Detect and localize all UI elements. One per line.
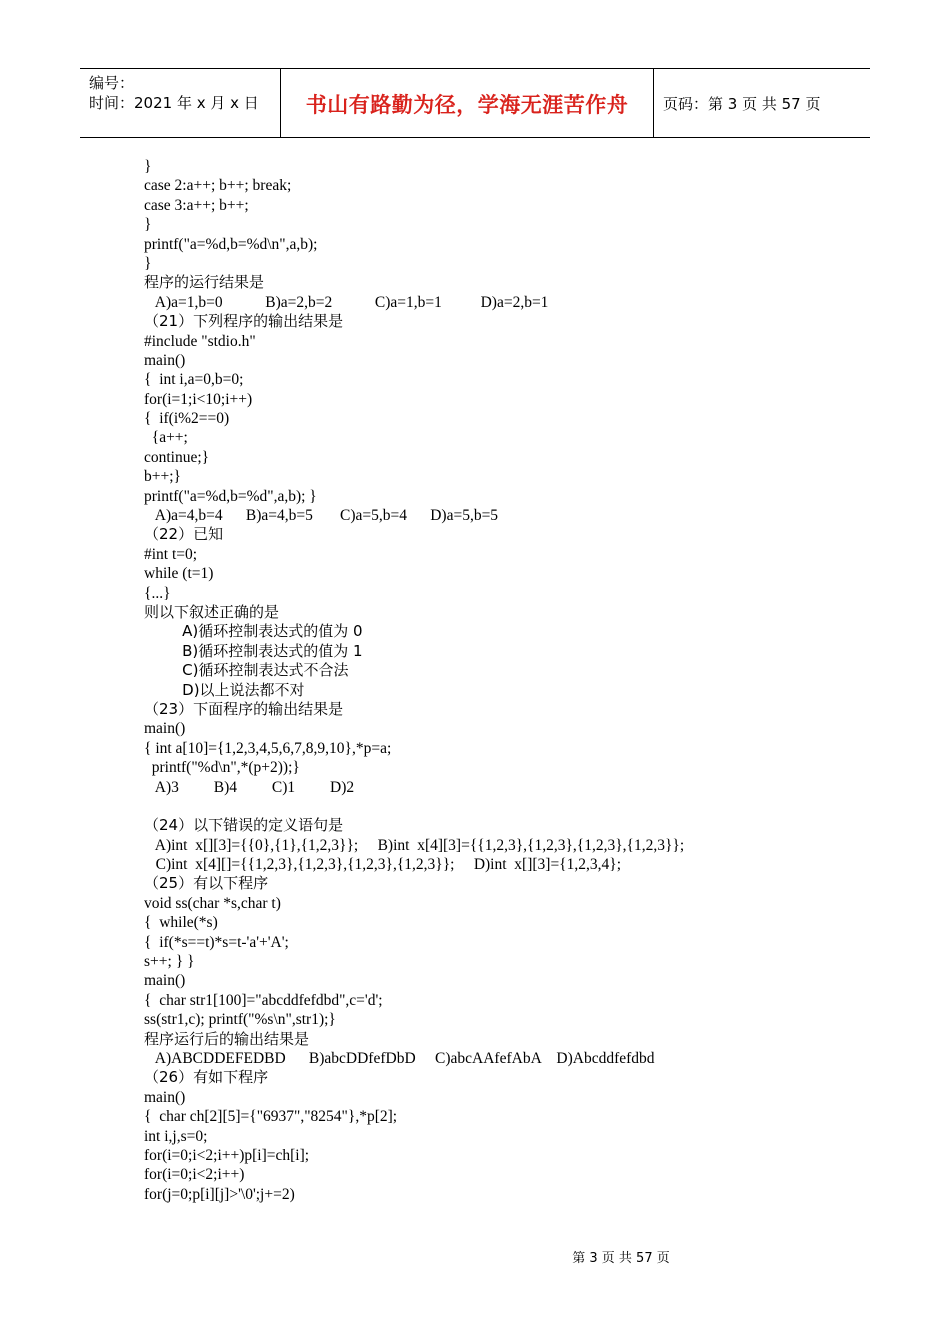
text-line: } [144,216,152,234]
serial-label: 编号： [89,74,135,92]
text-line: B)循环控制表达式的值为 1 [144,641,363,660]
text-line: #include "stdio.h" [144,332,256,350]
time-label: 时间：2021 年 x 月 x 日 [89,94,259,112]
text-line: A)ABCDDEFEDBD B)abcDDfefDbD C)abcAAfefAbA D)Abcddfefdbd [144,1049,655,1067]
text-line: for(i=0;i<2;i++)p[i]=ch[i]; [144,1146,310,1164]
text-line: C)int x[4][]={{1,2,3},{1,2,3},{1,2,3},{1,2,3}}; D)int x[][3]={1,2,3,4}; [144,856,621,874]
text-line: main() [144,1088,186,1106]
header-motto: 书山有路勤为径，学海无涯苦作舟 [305,93,629,117]
text-line: void ss(char *s,char t) [144,894,281,912]
text-line: for(i=0;i<2;i++) [144,1166,245,1184]
text-line: （25）有以下程序 [144,874,269,893]
text-line: main() [144,972,186,990]
text-line: D)以上说法都不对 [144,680,305,699]
text-line: for(j=0;p[i][j]>'\0';j+=2) [144,1185,295,1203]
text-line: 程序运行后的输出结果是 [144,1029,310,1048]
text-line: main() [144,720,186,738]
text-line: #int t=0; [144,545,198,563]
text-line: while (t=1) [144,565,214,583]
text-line: {a++; [144,429,188,447]
text-line: { char str1[100]="abcddfefdbd",c='d'; [144,991,383,1009]
text-line [144,797,844,816]
text-line: { int a[10]={1,2,3,4,5,6,7,8,9,10},*p=a; [144,739,392,757]
text-line: 则以下叙述正确的是 [144,602,280,621]
text-line: { int i,a=0,b=0; [144,371,244,389]
text-line: （23）下面程序的输出结果是 [144,699,344,718]
text-line: （26）有如下程序 [144,1068,269,1087]
text-line: printf("%d\n",*(p+2));} [144,759,300,777]
text-line: continue;} [144,448,210,466]
header-page-info: 页码：第 3 页 共 57 页 [663,94,821,113]
text-line: main() [144,351,186,369]
text-line: { if(*s==t)*s=t-'a'+'A'; [144,933,289,951]
text-line: case 3:a++; b++; [144,196,249,214]
text-line: 程序的运行结果是 [144,273,265,292]
text-line: case 2:a++; b++; break; [144,177,292,195]
text-line: int i,j,s=0; [144,1127,208,1145]
text-line: （22）已知 [144,525,224,544]
text-line: A)循环控制表达式的值为 0 [144,622,363,641]
text-line: { while(*s) [144,914,218,932]
text-line: （24）以下错误的定义语句是 [144,816,344,835]
text-line: A)3 B)4 C)1 D)2 [144,778,355,796]
text-line: } [144,158,152,175]
text-line: {...} [144,584,171,602]
text-line: ss(str1,c); printf("%s\n",str1);} [144,1011,336,1029]
header-motto-cell [281,69,654,137]
header-meta [80,69,281,137]
footer-page-number: 第 3 页 共 57 页 [572,1251,670,1266]
text-line: printf("a=%d,b=%d\n",a,b); [144,235,318,253]
text-line: for(i=1;i<10;i++) [144,390,253,408]
text-line: A)int x[][3]={{0},{1},{1,2,3}}; B)int x[4][3]={{1,2,3},{1,2,3},{1,2,3},{1,2,3}}; [144,836,685,854]
document-body [144,157,844,1204]
text-line: s++; } } [144,953,195,971]
text-line: b++;} [144,468,181,486]
text-line: { if(i%2==0) [144,410,230,428]
text-line: A)a=4,b=4 B)a=4,b=5 C)a=5,b=4 D)a=5,b=5 [144,507,499,525]
page-footer [0,1247,950,1266]
text-line: } [144,254,152,272]
text-line: A)a=1,b=0 B)a=2,b=2 C)a=1,b=1 D)a=2,b=1 [144,293,549,311]
text-line: printf("a=%d,b=%d",a,b); } [144,487,317,505]
page-header [80,68,870,138]
text-line: （21）下列程序的输出结果是 [144,312,344,331]
text-line: C)循环控制表达式不合法 [144,661,349,680]
text-line: { char ch[2][5]={"6937","8254"},*p[2]; [144,1108,398,1126]
